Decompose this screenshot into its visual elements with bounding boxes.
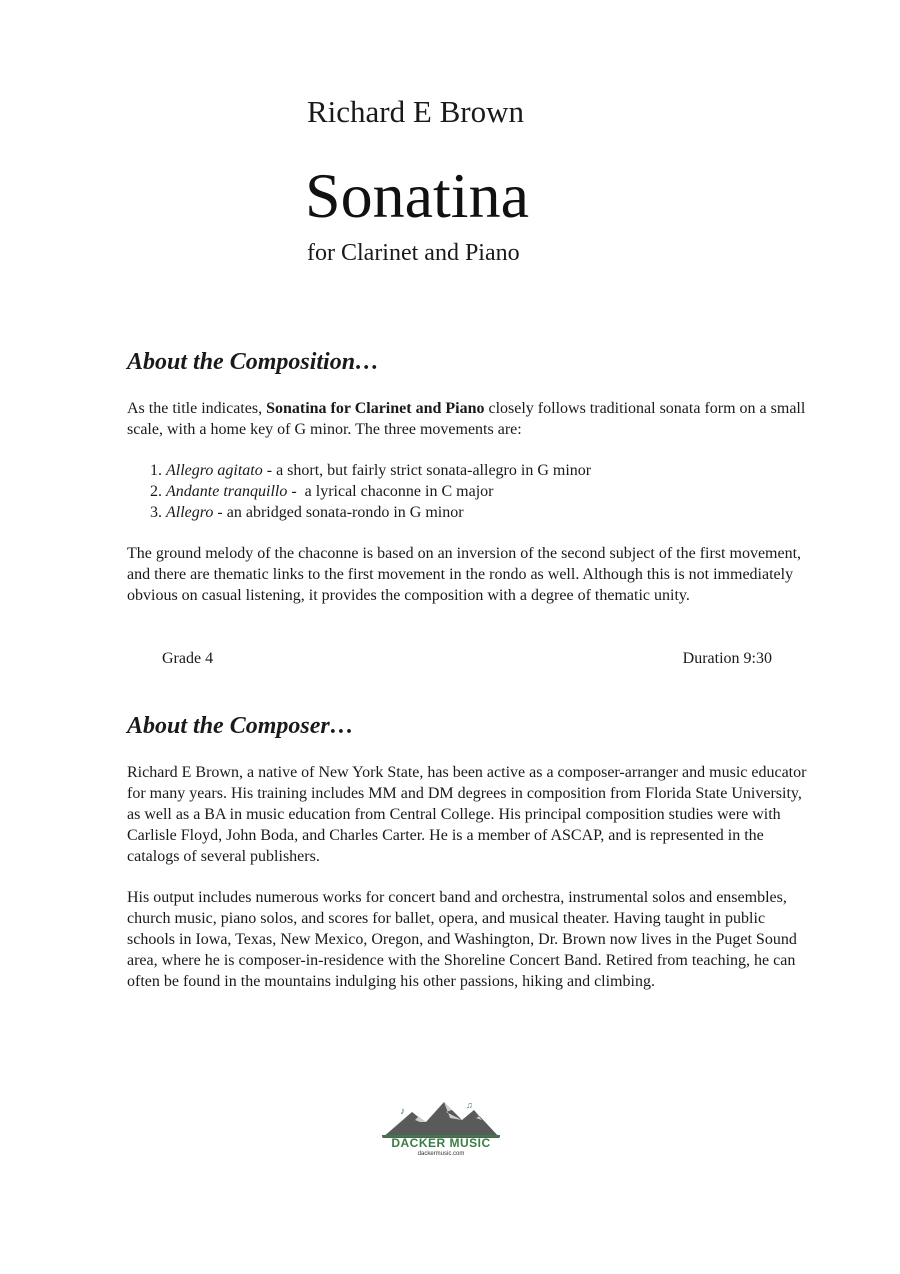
page-title: Sonatina (305, 160, 529, 231)
list-item: 3. Allegro - an abridged sonata-rondo in G minor (150, 504, 464, 521)
publisher-logo (382, 1098, 500, 1162)
publisher-url: dackermusic.com (417, 1151, 465, 1157)
intro-text-pre: As the title indicates, (127, 400, 267, 417)
page-subtitle: for Clarinet and Piano (307, 240, 520, 266)
mountain-logo-icon (382, 1098, 500, 1138)
movement-list (150, 460, 591, 523)
composer-name: Richard E Brown (307, 94, 524, 129)
publisher-name: DACKER MUSIC (391, 1136, 491, 1150)
composer-paragraph-1: Richard E Brown, a native of New York State, has been active as a composer-arranger and music educator for many years. His training includes MM and DM degrees in composition from Florida State University, as well as a BA in music education from Central College. His principal composition studies were with Carlisle Floyd, John Boda, and Charles Carter. He is a member of ASCAP, and is represented in the catalogs of several publishers. (127, 764, 807, 865)
intro-text-post: closely follows traditional sonata form on a small scale, with a home key of G minor. The three movements are: (127, 400, 806, 438)
duration-label: Duration 9:30 (682, 650, 772, 667)
list-item: 2. Andante tranquillo - a lyrical chaconne in C major (150, 483, 494, 500)
grade-label: Grade 4 (162, 650, 214, 667)
composition-paragraph: The ground melody of the chaconne is based on an inversion of the second subject of the first movement, and there are thematic links to the first movement in the rondo as well. Although this is not immediately obvious on casual listening, it provides the composition with a degree of thematic unity. (127, 545, 802, 604)
composer-heading: About the Composer… (127, 713, 354, 739)
composer-paragraph-2: His output includes numerous works for concert band and orchestra, instrumental solos and ensembles, church music, piano solos, and scores for ballet, opera, and musical theater. Having taught in public schools in Iowa, Texas, New Mexico, Oregon, and Washington, Dr. Brown now lives in the Puget Sound area, where he is composer-in-residence with the Shoreline Concert Band. Retired from teaching, he can often be found in the mountains indulging his other passions, hiking and climbing. (127, 889, 797, 990)
composition-intro (127, 398, 807, 440)
intro-work-title: Sonatina for Clarinet and Piano (266, 400, 485, 417)
svg-text:♪: ♪ (400, 1106, 405, 1117)
svg-text:♫: ♫ (466, 1100, 473, 1110)
list-item: 1. Allegro agitato - a short, but fairly strict sonata-allegro in G minor (150, 462, 592, 479)
composition-heading: About the Composition… (127, 349, 380, 375)
